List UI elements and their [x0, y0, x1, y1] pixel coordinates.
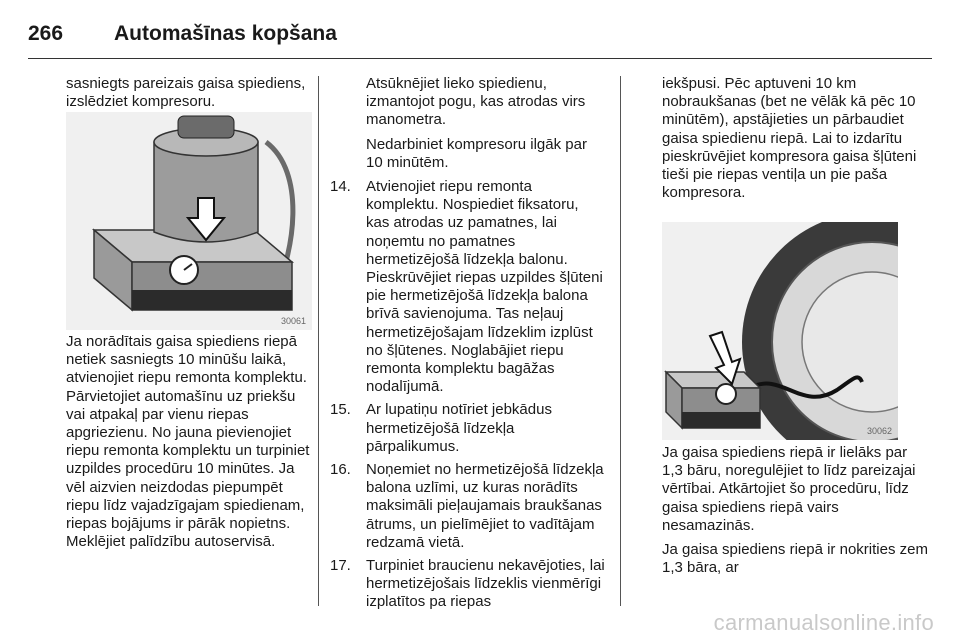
instruction-continuation: Atsūknējiet lieko spiedienu, izmantojot pogu, kas atrodas virs manometra. [366, 75, 586, 129]
item-text: Ar lupatiņu notīriet jebkādus hermetizējošā līdzekļa pārpalikumus. [366, 401, 552, 455]
header-rule [28, 58, 932, 59]
col1-bottom-text: Ja norādītais gaisa spiediens riepā netiek sasniegts 10 minūšu laikā, atvienojiet riepu remonta komplektu. Pārvietojiet automašīnu uz priekšu vai atpakaļ par vienu riepas apgriezienu. No jauna pievienojiet riepu remonta komplektu un turpiniet uzpildes procedūru 10 minūtes. Ja vēl aizvien neizdodas piepumpēt riepu līdz vajadzīgajam spiedienam, riepas bojājums ir pārāk nopietns. Meklējiet palīdzību autoservisā. [66, 333, 310, 551]
instruction-warning: Nedarbiniet kompresoru ilgāk par 10 minūtēm. [366, 135, 587, 171]
item-number: 16. [330, 461, 351, 479]
column-divider-2 [620, 76, 621, 606]
item-number: 14. [330, 178, 351, 196]
watermark: carmanualsonline.info [713, 610, 934, 635]
item-text: Atvienojiet riepu remonta komplektu. Nospiediet fiksatoru, kas atrodas uz pamatnes, lai noņemtu no pamatnes hermetizējošā līdzekļa balonu. Pieskrūvējiet riepas uzpildes šļūteni pie hermetizējošā līdzekļa balona brīvā savienojuma. Tas neļauj hermetizējošajam līdzeklim izplūst no šļūtenes. Noglabājiet riepu remonta komplektu bagāžas nodalījumā. [366, 178, 603, 396]
list-item [330, 557, 606, 612]
column-3 [662, 75, 932, 208]
figure-compressor-tyre [662, 222, 898, 440]
page-header [28, 14, 337, 54]
page-title: Automašīnas kopšana [114, 22, 337, 45]
col3-paragraph-2: Ja gaisa spiediens riepā ir nokrities zem 1,3 bāra, ar [662, 541, 928, 577]
column-3-bottom [662, 444, 932, 583]
page-number: 266 [28, 22, 64, 45]
compressor-tyre-illustration [662, 222, 898, 440]
figure-compressor-sealant [66, 112, 312, 330]
item-text: Turpiniet braucienu nekavējoties, lai hermetizējošais līdzeklis vienmērīgi izplatītos pa riepas [366, 557, 605, 611]
column-2 [330, 75, 606, 617]
list-item [330, 401, 606, 456]
col3-paragraph-1: Ja gaisa spiediens riepā ir lielāks par 1,3 bāru, noregulējiet to līdz pareizajai vērtībai. Atkārtojiet šo procedūru, līdz gaisa spiediens riepā vairs nesamazinās. [662, 444, 916, 534]
list-item [330, 178, 606, 396]
item-number: 17. [330, 557, 351, 575]
col3-top-text: iekšpusi. Pēc aptuveni 10 km nobraukšanas (bet ne vēlāk kā pēc 10 minūtēm), apstājieties un pārbaudiet gaisa spiedienu riepā. Lai to izdarītu pieskrūvējiet kompresora gaisa šļūteni tieši pie riepas ventiļa un pie paša kompresora. [662, 75, 917, 202]
column-divider-1 [318, 76, 319, 606]
col1-top-text: sasniegts pareizais gaisa spiediens, izslēdziet kompresoru. [66, 75, 306, 111]
figure-id: 30061 [280, 316, 306, 326]
item-number: 15. [330, 401, 351, 419]
list-item [330, 461, 606, 552]
figure-id: 30062 [866, 426, 892, 436]
item-text: Noņemiet no hermetizējošā līdzekļa balona uzlīmi, uz kuras norādīts maksimāli pieļaujamais braukšanas ātrums, un pielīmējiet to vadītājam redzamā vietā. [366, 461, 604, 551]
compressor-sealant-illustration [66, 112, 312, 330]
